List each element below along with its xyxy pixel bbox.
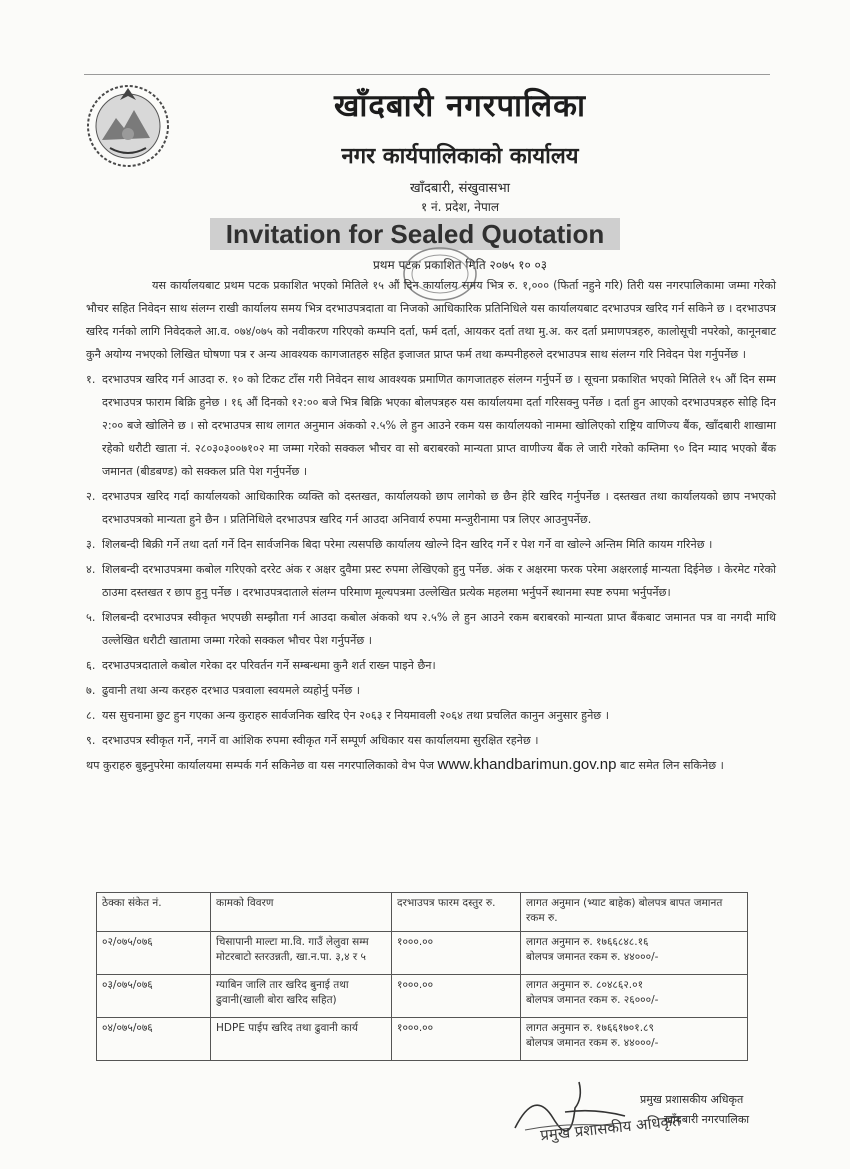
item-number: ४. [86,563,96,576]
column-header: कामको विवरण [211,893,392,932]
condition-item [86,729,776,752]
item-text: ढुवानी तथा अन्य करहरु दरभाउ पत्रवाला स्वयमले व्यहोर्नु पर्नेछ । [102,684,360,697]
work-description: HDPE पाईप खरिद तथा ढुवानी कार्य [211,1018,392,1061]
table-header-row [97,893,748,932]
item-text: शिलबन्दी दरभाउपत्र स्वीकृत भएपछी सम्झौता गर्न आउदा कबोल अंकको थप २.५% ले हुन आउने रकम बराबरको मान्यता प्राप्त बैंकबाट जमानत पत्र वा नगदी माथि उल्लेखित धरौटी खातामा जम्मा गरेको सक्कल भौचर पेश गर्नुपर्नेछ । [102,611,776,647]
form-fee: १०००.०० [392,975,521,1018]
item-number: २. [86,490,96,503]
contract-code: ०३/०७५/०७६ [97,975,211,1018]
estimate-cell [521,1018,748,1061]
column-header: लागत अनुमान (भ्याट बाहेक) बोलपत्र बापत जमानत रकम रु. [521,893,748,932]
cost-estimate: लागत अनुमान रु. १७६६१७०१.८९ [526,1022,654,1034]
top-rule [84,74,770,75]
contact-text: थप कुराहरु बुझ्नुपरेमा कार्यालयमा सम्पर्क गर्न सकिनेछ वा यस नगरपालिकाको वेभ पेज [86,759,434,772]
province-line: १ नं. प्रदेश, नेपाल [420,200,500,214]
item-text: दरभाउपत्र खरिद गर्न आउदा रु. १० को टिकट टाँस गरी निवेदन साथ आवश्यक प्रमाणित कागजातहरु संलग्न गर्नुपर्ने छ । सूचना प्रकाशित भएको मितिले १५ औं दिन सम्म दरभाउपत्र फाराम बिक्रि हुनेछ । १६ औं दिनको १२:०० बजे भित्र बिक्रि भएका बोलपत्रहरु यस कार्यालयमा दर्ता गरिसक्नु पर्नेछ । दर्ता हुन आएको दरभाउपत्रहरु सोहि दिन २:०० बजे खोलिने छ । सो दरभाउपत्र साथ लागत अनुमान अंकको २.५% ले हुन आउने रकम यस कार्यालयको नाममा खोलिएको राष्ट्रिय वाणिज्य बैंक, खाँदबारी शाखामा रहेको धरौटी खाता नं. २८०३०३००७१०२ मा जम्मा गरेको सक्कल भौचर वा सो बराबरको मान्यता प्राप्त वाणीज्य बैंक ले जारी गरेको कम्तिमा ९० दिन म्याद भएको बैंक जमानत (बीडबण्ड) को सक्कल प्रति पेश गर्नुपर्नेछ । [102,373,776,478]
cost-estimate: लागत अनुमान रु. ८०४८६२.०१ [526,979,644,991]
published-date: प्रथम पटक प्रकाशित मिति २०७५ १० ०३ [372,258,548,272]
office-name: नगर कार्यपालिकाको कार्यालय [341,143,579,169]
contract-code: ०४/०७५/०७६ [97,1018,211,1061]
form-fee: १०००.०० [392,932,521,975]
quotation-table [96,892,748,1061]
column-header: ठेक्का संकेत नं. [97,893,211,932]
item-number: १. [86,373,96,386]
condition-item [86,654,776,677]
column-header: दरभाउपत्र फारम दस्तुर रु. [392,893,521,932]
cost-estimate: लागत अनुमान रु. १७६६८४८.१६ [526,936,649,948]
item-number: ९. [86,734,96,747]
government-emblem-icon [80,78,176,174]
form-fee: १०००.०० [392,1018,521,1061]
bid-security: बोलपत्र जमानत रकम रु. ४४०००/- [526,1037,659,1049]
notice-body [86,274,776,777]
condition-item [86,485,776,531]
work-description: चिसापानी माल्टा मा.वि. गाउँ लेलुवा सम्म मोटरबाटो स्तरउन्नती, खा.न.पा. ३,४ र ५ [211,932,392,975]
website-link[interactable]: www.khandbarimun.gov.np [437,756,617,773]
bid-security: बोलपत्र जमानत रकम रु. २६०००/- [526,994,659,1006]
table-row [97,932,748,975]
office-address: खाँदबारी, संखुवासभा [410,181,510,196]
signatory-org: खाँदबारी नगरपालिका [664,1113,750,1126]
signatory-stamp: प्रमुख प्रशासकीय अधिकृत [539,1111,682,1145]
item-text: यस सुचनामा छुट हुन गएका अन्य कुराहरु सार्वजनिक खरिद ऐन २०६३ र नियमावली २०६४ तथा प्रचलित कानुन अनुसार हुनेछ । [102,709,609,722]
condition-item [86,704,776,727]
municipality-name: खाँदबारी नगरपालिका [334,88,586,124]
table-row [97,1018,748,1061]
table-row [97,975,748,1018]
bid-security: बोलपत्र जमानत रकम रु. ४४०००/- [526,951,659,963]
condition-item [86,606,776,652]
item-number: ५. [86,611,96,624]
condition-item [86,533,776,556]
condition-item [86,558,776,604]
condition-item [86,679,776,702]
work-description: ग्याबिन जालि तार खरिद बुनाई तथा ढुवानी(खाली बोरा खरिद सहित) [211,975,392,1018]
contact-text-end: बाट समेत लिन सकिनेछ । [620,759,724,772]
item-text: शिलबन्दी बिक्री गर्ने तथा दर्ता गर्ने दिन सार्वजनिक बिदा परेमा त्यसपछि कार्यालय खोल्ने दिन खरिद गर्ने र पेश गर्ने वा खोल्ने अन्तिम मिति कायम गरिनेछ । [102,538,713,551]
item-number: ६. [86,659,96,672]
notice-title: Invitation for Sealed Quotation [210,218,620,250]
contact-line [86,753,776,777]
item-number: ८. [86,709,96,722]
estimate-cell [521,975,748,1018]
intro-paragraph: यस कार्यालयबाट प्रथम पटक प्रकाशित भएको मितिले १५ औं दिन कार्यालय समय भित्र रु. १,००० (फिर्ता नहुने गरि) तिरी यस नगरपालिकामा जम्मा गरेको भौचर सहित निवेदन साथ संलग्न राखी कार्यालय समय भित्र दरभाउपत्रदाता वा निजको आधिकारिक प्रतिनिधिले यस कार्यालयबाट दरभाउपत्र खरिद गर्न सकिने छ । दरभाउपत्र खरिद गर्नको लागि निवेदकले आ.व. ०७४/०७५ को नवीकरण गरिएको कम्पनि दर्ता, फर्म दर्ता, आयकर दर्ता तथा मु.अ. कर दर्ता प्रमाणपत्रहरु, कालोसूची नपरेको, कानूनबाट कुनै अयोग्य नभएको लिखित घोषणा पत्र र अन्य आवश्यक कागजातहरु सहित इजाजत प्राप्त फर्म तथा कम्पनीहरुले दरभाउपत्र साथ संलग्न गरि निवेदन पेश गर्नुपर्नेछ । [86,279,776,361]
signatory-title: प्रमुख प्रशासकीय अधिकृत [640,1093,744,1106]
item-number: ३. [86,538,96,551]
item-text: दरभाउपत्रदाताले कबोल गरेका दर परिवर्तन गर्ने सम्बन्धमा कुनै शर्त राख्न पाइने छैन। [102,659,436,672]
item-text: शिलबन्दी दरभाउपत्रमा कबोल गरिएको दररेट अंक र अक्षर दुवैमा प्रस्ट रुपमा लेखिएको हुनु पर्नेछ. अंक र अक्षरमा फरक परेमा अक्षरलाई मान्यता दिईनेछ । केरमेट गरेको ठाउमा दस्तखत र छाप हुनु पर्नेछ । दरभाउपत्रदाताले संलग्न परिमाण मूल्यपत्रमा उल्लेखित प्रत्येक महलमा भर्नुपर्ने स्थानमा स्पष्ट रुपमा भर्नुपर्नेछ। [102,563,776,599]
item-text: दरभाउपत्र स्वीकृत गर्ने, नगर्ने वा आंशिक रुपमा स्वीकृत गर्ने सम्पूर्ण अधिकार यस कार्यालयमा सुरक्षित रहनेछ । [102,734,539,747]
estimate-cell [521,932,748,975]
condition-item [86,368,776,483]
item-text: दरभाउपत्र खरिद गर्दा कार्यालयको आधिकारिक व्यक्ति को दस्तखत, कार्यालयको छाप लागेको छ छैन हेरि खरिद गर्नुपर्नेछ । दस्तखत तथा कार्यालयको छाप नभएको दरभाउपत्रको मान्यता हुने छैन । प्रतिनिधिले दरभाउपत्र खरिद गर्न आउदा अनिवार्य रुपमा मन्जुरीनामा पत्र लिएर आउनुपर्नेछ. [102,490,776,526]
item-number: ७. [86,684,96,697]
contract-code: ०२/०७५/०७६ [97,932,211,975]
